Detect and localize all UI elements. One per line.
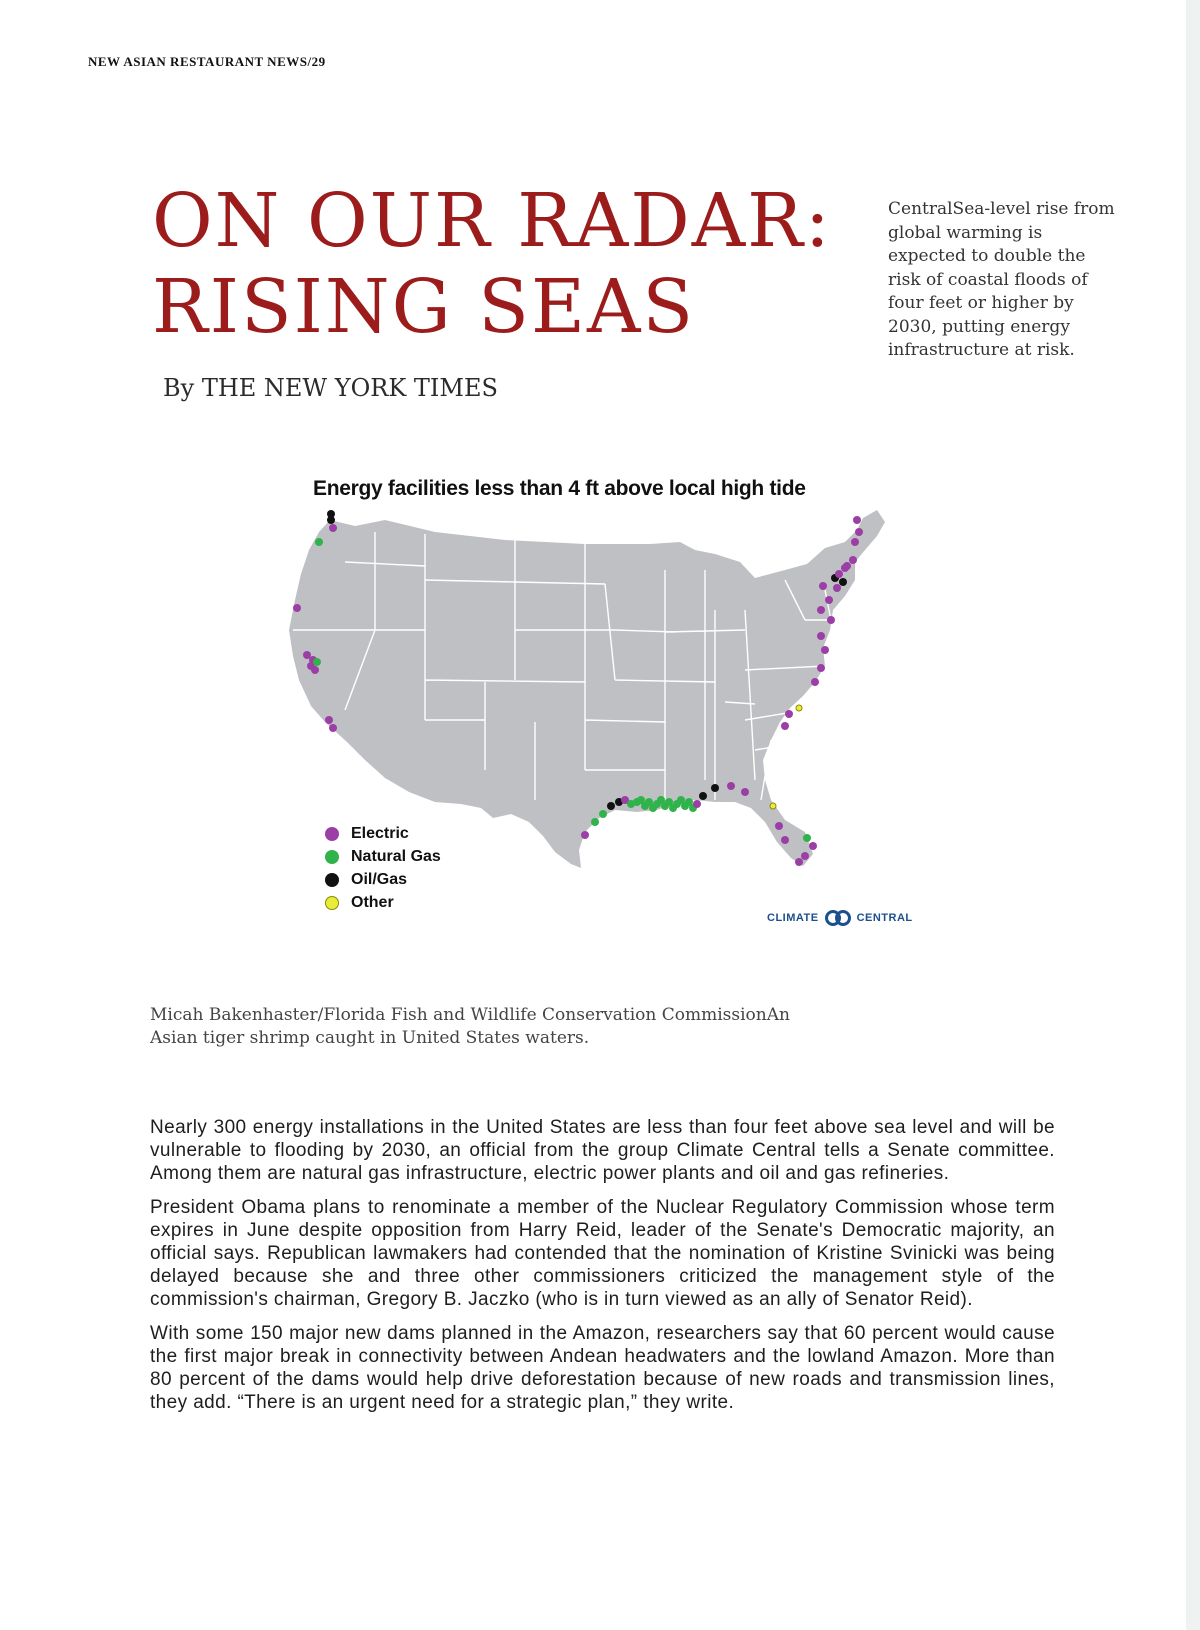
facility-dot	[781, 722, 789, 730]
legend-swatch-other	[325, 896, 339, 910]
logo-rings-icon	[823, 910, 853, 926]
legend-item-other	[325, 891, 441, 914]
paragraph-3: With some 150 major new dams planned in the Amazon, researchers say that 60 percent would cause the first major break in connectivity between Andean headwaters and the lowland Amazon. More than 80 percent of the dams would help drive deforestation because of new roads and transmission lines, they add. “There is an urgent need for a strategic plan,” they write.	[150, 1322, 1055, 1414]
facility-dot	[819, 582, 827, 590]
legend-item-electric	[325, 822, 441, 845]
facility-dot	[699, 792, 707, 800]
facility-dot	[785, 710, 793, 718]
facility-dot	[329, 724, 337, 732]
facility-dot	[843, 562, 851, 570]
facility-dot	[599, 810, 607, 818]
legend-swatch-oil-gas	[325, 873, 339, 887]
paragraph-2: President Obama plans to renominate a member of the Nuclear Regulatory Commission whose term expires in June despite opposition from Harry Reid, leader of the Senate's Democratic majority, an official says. Republican lawmakers had contended that the nomination of Kristine Svinicki was being delayed because she and three other commissioners criticized the management style of the commission's chairman, Gregory B. Jaczko (who is in turn viewed as an ally of Senator Reid).	[150, 1196, 1055, 1311]
facility-dot	[817, 664, 825, 672]
facility-dot	[315, 538, 323, 546]
legend-item-oil-gas	[325, 868, 441, 891]
facility-dot	[849, 556, 857, 564]
map-figure	[285, 470, 925, 930]
sidebar-blurb: CentralSea-level rise from global warming is expected to double the risk of coastal floods of four feet or higher by 2030, putting energy infrastructure at risk.	[888, 199, 1115, 360]
facility-dot	[835, 570, 843, 578]
facility-dot	[693, 800, 701, 808]
facility-dot	[817, 632, 825, 640]
climate-central-logo	[767, 910, 913, 926]
facility-dot	[581, 831, 589, 839]
facility-dot	[741, 788, 749, 796]
legend-label-electric: Electric	[351, 824, 409, 842]
facility-dot	[827, 616, 835, 624]
headline-line-2: RISING SEAS	[152, 264, 696, 350]
map-title: Energy facilities less than 4 ft above local high tide	[313, 477, 806, 500]
facility-dot	[833, 584, 841, 592]
facility-dot	[313, 658, 321, 666]
facility-dot	[821, 646, 829, 654]
facility-dot	[325, 716, 333, 724]
facility-dot	[293, 604, 301, 612]
facility-dot	[839, 578, 847, 586]
facility-dot	[329, 524, 337, 532]
facility-dot	[775, 822, 783, 830]
legend-item-natural-gas	[325, 845, 441, 868]
facility-dot	[795, 858, 803, 866]
facility-dot	[311, 666, 319, 674]
facility-dot	[851, 538, 859, 546]
logo-text-right: CENTRAL	[856, 912, 913, 924]
paragraph-1: Nearly 300 energy installations in the United States are less than four feet above sea level and will be vulnerable to flooding by 2030, an official from the group Climate Central tells a Senate committee. Among them are natural gas infrastructure, electric power plants and oil and gas refineries.	[150, 1117, 1055, 1185]
facility-dot	[770, 803, 776, 809]
legend-label-oil-gas: Oil/Gas	[351, 870, 408, 888]
page-edge-strip	[1186, 0, 1200, 1630]
facility-dot	[811, 678, 819, 686]
facility-dot	[796, 705, 802, 711]
facility-dot	[855, 528, 863, 536]
facility-dot	[801, 852, 809, 860]
running-head: NEW ASIAN RESTAURANT NEWS/29	[88, 54, 326, 69]
byline: By THE NEW YORK TIMES	[163, 374, 498, 402]
facility-dot	[825, 596, 833, 604]
photo-caption: Micah Bakenhaster/Florida Fish and Wildlife Conservation CommissionAn Asian tiger shrimp caught in United States waters.	[150, 1005, 790, 1048]
facility-dot	[853, 516, 861, 524]
facility-dot	[711, 784, 719, 792]
logo-text-left: CLIMATE	[767, 912, 819, 924]
facility-dot	[591, 818, 599, 826]
facility-dot	[809, 842, 817, 850]
headline	[152, 178, 852, 350]
facility-dot	[817, 606, 825, 614]
facility-dot	[727, 782, 735, 790]
legend-label-natural-gas: Natural Gas	[351, 847, 441, 865]
legend-swatch-natural-gas	[325, 850, 339, 864]
legend-swatch-electric	[325, 827, 339, 841]
facility-dot	[803, 834, 811, 842]
headline-line-1: ON OUR RADAR:	[152, 178, 832, 264]
facility-dot	[781, 836, 789, 844]
article-body	[150, 1116, 1055, 1424]
legend-label-other: Other	[351, 893, 394, 911]
map-legend	[325, 822, 441, 914]
facility-dot	[327, 516, 335, 524]
facility-dot	[607, 802, 615, 810]
